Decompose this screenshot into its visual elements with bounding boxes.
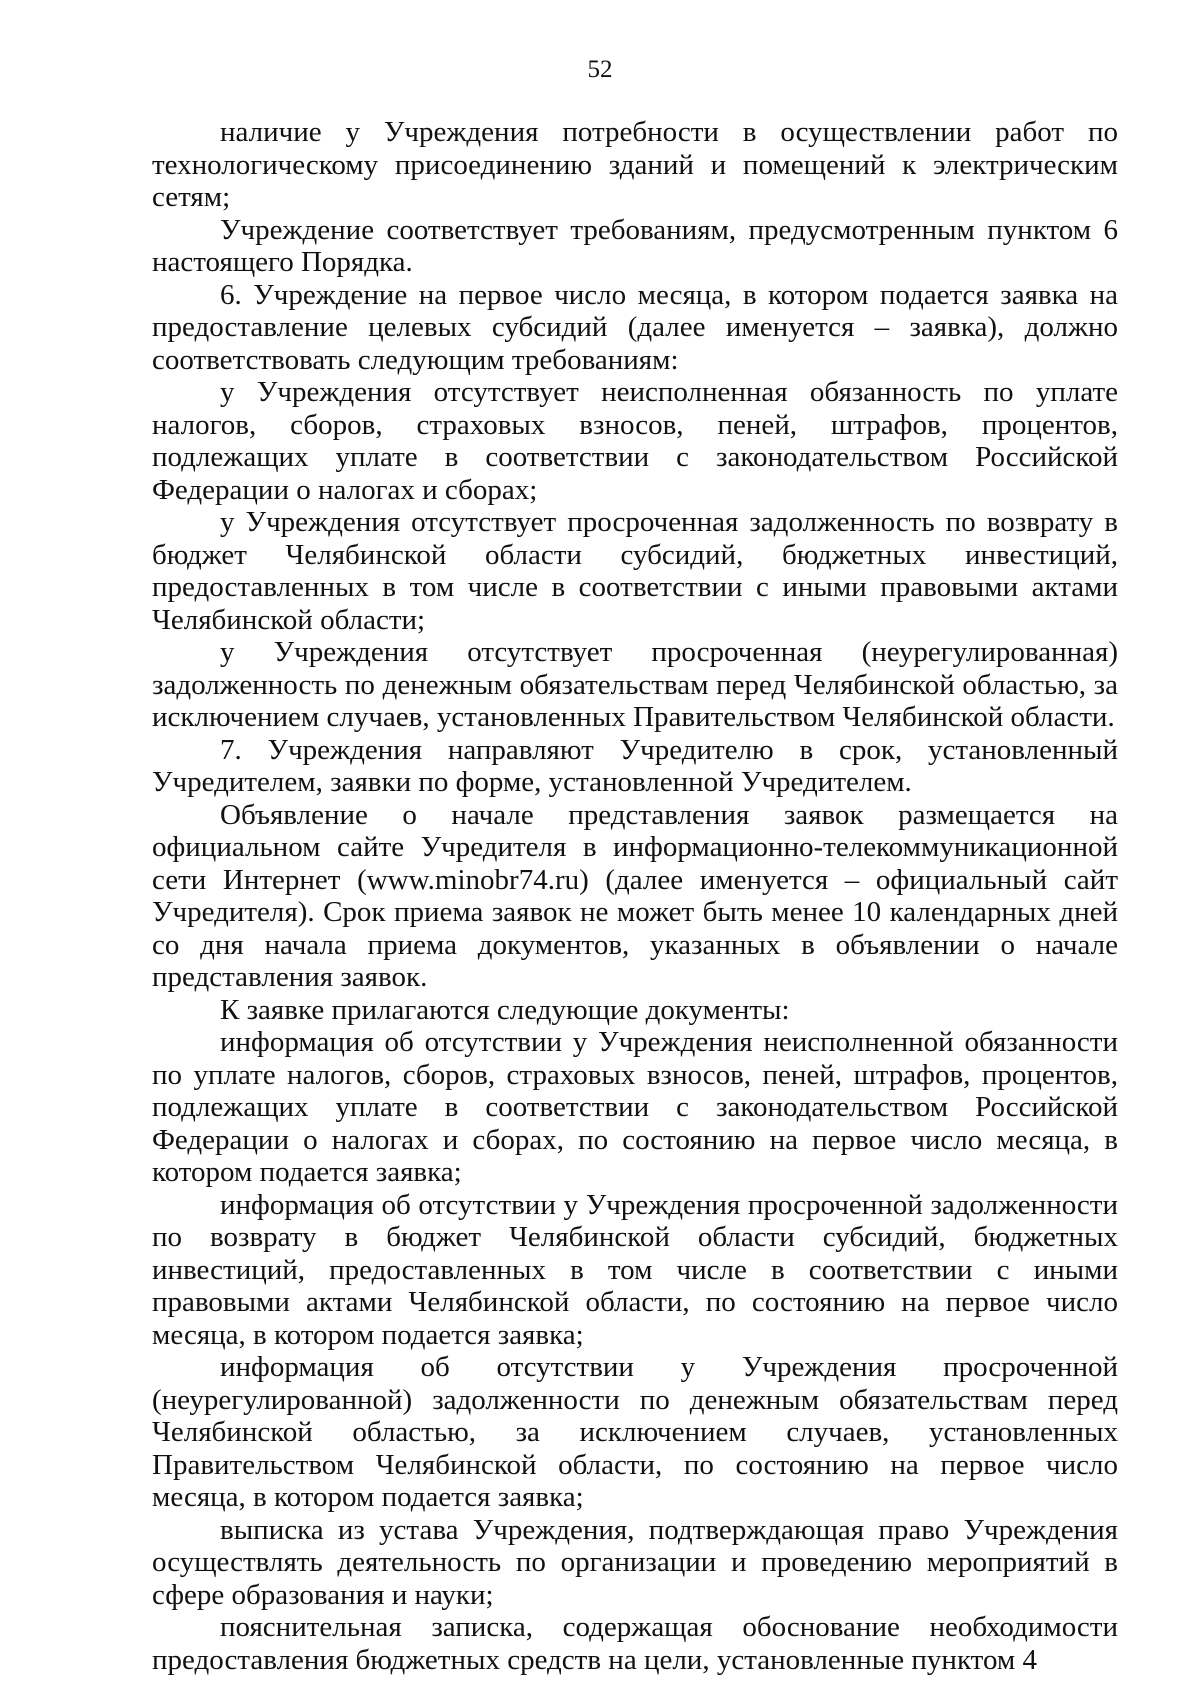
paragraph: наличие у Учреждения потребности в осуществлении работ по технологическому присоединению зданий и помещений к электрическим сетям;: [152, 116, 1118, 213]
paragraph: информация об отсутствии у Учреждения просроченной задолженности по возврату в бюджет Челябинской области субсидий, бюджетных инвестиций, предоставленных в том числе в соответствии с иными правовыми актами Челябинской области, по состоянию на первое число месяца, в котором подается заявка;: [152, 1188, 1118, 1351]
paragraph: 6. Учреждение на первое число месяца, в котором подается заявка на предоставление целевых субсидий (далее именуется – заявка), должно соответствовать следующим требованиям:: [152, 278, 1118, 376]
page-number: 52: [587, 56, 613, 83]
paragraph: выписка из устава Учреждения, подтверждающая право Учреждения осуществлять деятельность по организации и проведению мероприятий в сфере образования и науки;: [152, 1513, 1118, 1611]
paragraph: пояснительная записка, содержащая обоснование необходимости предоставления бюджетных средств на цели, установленные пунктом 4: [152, 1611, 1118, 1676]
paragraph: 7. Учреждения направляют Учредителю в срок, установленный Учредителем, заявки по форме, установленной Учредителем.: [152, 733, 1118, 798]
paragraph: у Учреждения отсутствует просроченная задолженность по возврату в бюджет Челябинской области субсидий, бюджетных инвестиций, предоставленных в том числе в соответствии с иными правовыми актами Челябинской области;: [152, 506, 1118, 636]
paragraph: информация об отсутствии у Учреждения неисполненной обязанности по уплате налогов, сборов, страховых взносов, пеней, штрафов, процентов, подлежащих уплате в соответствии с законодательством Российской Федерации о налогах и сборах, по состоянию на первое число месяца, в котором подается заявка;: [152, 1026, 1118, 1188]
paragraph: у Учреждения отсутствует неисполненная обязанность по уплате налогов, сборов, страховых взносов, пеней, штрафов, процентов, подлежащих уплате в соответствии с законодательством Российской Федерации о налогах и сборах;: [152, 376, 1118, 506]
document-body: [152, 116, 1118, 1676]
paragraph: у Учреждения отсутствует просроченная (неурегулированная) задолженность по денежным обязательствам перед Челябинской областью, за исключением случаев, установленных Правительством Челябинской области.: [152, 636, 1118, 733]
paragraph: Учреждение соответствует требованиям, предусмотренным пунктом 6 настоящего Порядка.: [152, 213, 1118, 278]
paragraph: информация об отсутствии у Учреждения просроченной (неурегулированной) задолженности по денежным обязательствам перед Челябинской областью, за исключением случаев, установленных Правительством Челябинской области, по состоянию на первое число месяца, в котором подается заявка;: [152, 1351, 1118, 1513]
paragraph: Объявление о начале представления заявок размещается на официальном сайте Учредителя в информационно-телекоммуникационной сети Интернет (www.minobr74.ru) (далее именуется – официальный сайт Учредителя). Срок приема заявок не может быть менее 10 календарных дней со дня начала приема документов, указанных в объявлении о начале представления заявок.: [152, 798, 1118, 993]
paragraph: К заявке прилагаются следующие документы:: [220, 993, 790, 1026]
